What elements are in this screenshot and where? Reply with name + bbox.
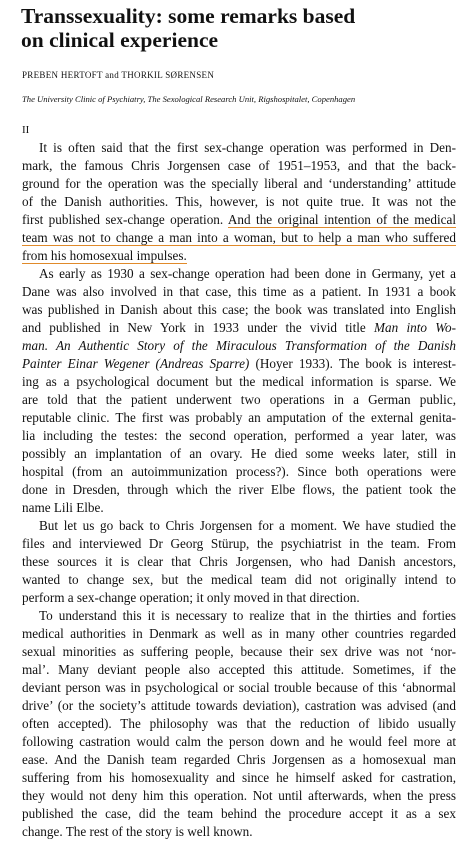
text-line: But let us go back to Chris Jorgensen for a moment. We have studied the: [39, 518, 456, 533]
text-line: files and interviewed Dr Georg Stürup, the psychiatrist in the team. From: [22, 536, 456, 551]
text-line: of the Danish authorities. This, however, is not quite true. It was not the: [22, 194, 456, 209]
book-title: Man into Wo-: [374, 320, 456, 335]
book-title: Painter Einar Wegener (Andreas Sparre): [22, 356, 250, 371]
text-line: suffering from his homosexuality and since he himself asked for castration,: [22, 770, 456, 785]
text-line: published the case, did the team behind the procedure accept it as a sex: [22, 806, 456, 821]
text-line: [22, 355, 456, 373]
text-segment: and published in New York in 1933 under the vivid title: [22, 320, 366, 335]
text-line: It is often said that the first sex-change operation was performed in Den-: [39, 140, 456, 155]
text-line: [22, 229, 456, 247]
text-line: ease. And the Danish team regarded Chris Jorgensen as a homosexual man: [22, 752, 456, 767]
affiliation: The University Clinic of Psychiatry, The Sexological Research Unit, Rigshospitalet, Copenhagen: [22, 94, 356, 104]
text-line: change. The rest of the story is well known.: [22, 824, 253, 839]
highlighted-sentence: team was not to change a man into a woman, but to help a man who suffered: [22, 230, 456, 245]
text-line: drive’ (or the society’s attitude towards deviation), castration was advised (and: [22, 698, 456, 713]
text-line: often accepted). The philosophy was that the reduction of libido usually: [22, 716, 456, 731]
text-line: lia including the testes: the second operation, performed a year later, was: [22, 428, 456, 443]
title-line-2: on clinical experience: [21, 28, 219, 52]
text-line: perform a sex-change operation; it only moved in that direction.: [22, 590, 360, 605]
text-line: hospital (from an autoimmunization process?). Since both operations were: [22, 464, 456, 479]
text-line: are told that the patient underwent two operations in a German public,: [22, 392, 456, 407]
text-line: possibly an implantation of an ovary. He died some weeks later, still in: [22, 446, 456, 461]
article-title: [21, 4, 461, 52]
title-line-1: Transsexuality: some remarks based: [21, 4, 356, 28]
body-text: [22, 139, 456, 841]
text-line: wanted to change sex, but the medical team did not originally intend to: [22, 572, 456, 587]
section-number: II: [22, 124, 30, 136]
text-line: these sources it is clear that Chris Jorgensen, who had Danish ancestors,: [22, 554, 456, 569]
text-line: following castration would calm the person down and he would feel more at: [22, 734, 456, 749]
text-line: ground for the operation was the specially liberal and ‘understanding’ attitude: [22, 176, 456, 191]
text-line: done in Dresden, through which the river Elbe flows, the patient took the: [22, 482, 456, 497]
text-line: was published in Danish about this case; the book was translated into English: [22, 302, 456, 317]
text-line: [22, 211, 456, 229]
highlighted-sentence: And the original intention of the medical: [227, 212, 456, 227]
authors: PREBEN HERTOFT and THORKIL SØRENSEN: [22, 70, 215, 80]
text-line: [22, 319, 456, 337]
highlighted-sentence: from his homosexual impulses.: [22, 248, 187, 263]
text-line: deviant person was in psychological or social trouble because of this ‘abnormal: [22, 680, 456, 695]
text-line: medical authorities in Denmark as well as in many other countries regarded: [22, 626, 456, 641]
citation: (Hoyer 1933). The book is interest-: [255, 356, 457, 371]
text-line: reputable clinic. The first was probably an amputation of the external genita-: [22, 410, 456, 425]
text-line: mal’. Many deviant people also accepted this attitude. Sometimes, if the: [22, 662, 456, 677]
text-line: mark, the famous Chris Jorgensen case of 1951–1953, and that the back-: [22, 158, 456, 173]
text-line: man. An Authentic Story of the Miraculous Transformation of the Danish: [22, 338, 456, 353]
text-line: name Lili Elbe.: [22, 500, 104, 515]
text-line: sexual minorities as suffering people, because their sex drive was not ‘nor-: [22, 644, 456, 659]
text-line: Dane was also involved in that case, this time as a patient. In 1931 a book: [22, 284, 456, 299]
text-line: As early as 1930 a sex-change operation had been done in Germany, yet a: [39, 266, 456, 281]
text-line: ing as a psychological document but the medical information is sparse. We: [22, 374, 456, 389]
text-line: To understand this it is necessary to realize that in the thirties and forties: [39, 608, 456, 623]
text-line: [22, 247, 456, 265]
text-segment: first published sex-change operation.: [22, 212, 224, 227]
text-line: they would not deny him this operation. Not until afterwards, when the press: [22, 788, 456, 803]
